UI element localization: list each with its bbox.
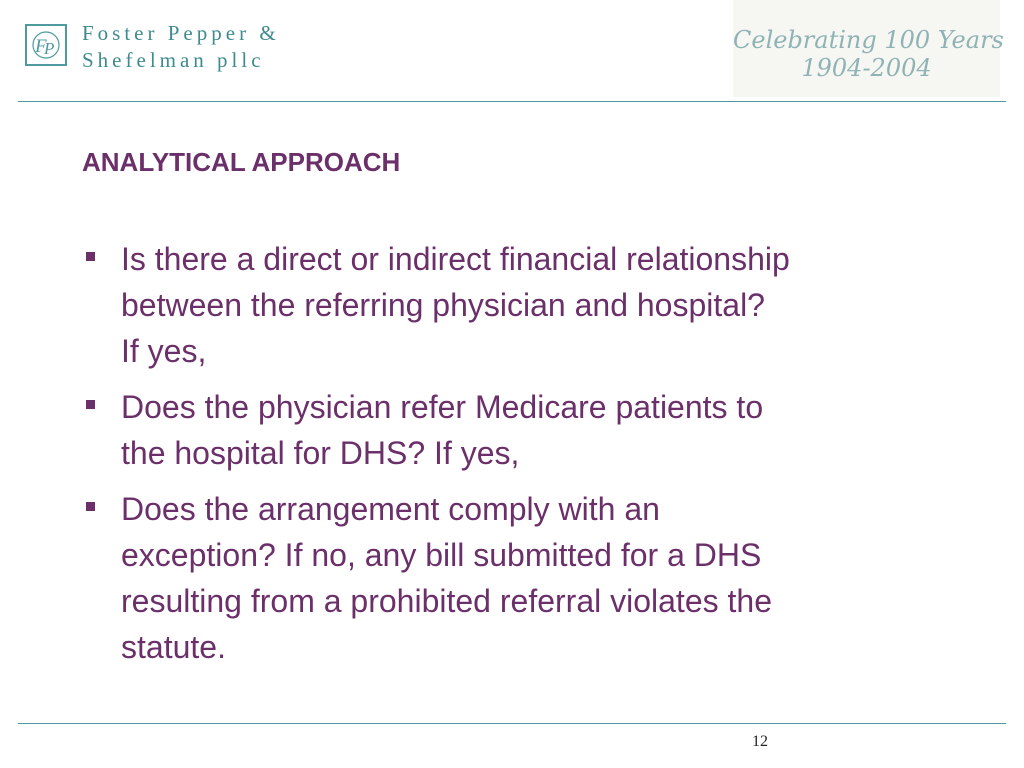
- bullet-item: [86, 486, 986, 670]
- bullet-item: [86, 236, 986, 374]
- bullet-line: Does the physician refer Medicare patients to: [121, 389, 764, 425]
- firm-name-line-2: Shefelman pllc: [82, 48, 265, 72]
- firm-logo-icon: [25, 24, 67, 66]
- bullet-line: between the referring physician and hospital?: [121, 287, 765, 323]
- svg-text:P: P: [44, 39, 55, 58]
- celebration-banner: [733, 0, 1004, 97]
- celebration-line-1: Celebrating 100 Years: [733, 26, 1004, 54]
- celebration-line-2: 1904-2004: [801, 54, 932, 82]
- bullet-line: the hospital for DHS? If yes,: [121, 435, 520, 471]
- bullet-line: Is there a direct or indirect financial relationship: [121, 241, 790, 277]
- bullet-line: statute.: [121, 629, 226, 665]
- page-number: 12: [752, 733, 768, 750]
- bullet-item: [86, 384, 986, 476]
- bullet-line: exception? If no, any bill submitted for a DHS: [121, 537, 762, 573]
- bullet-text: [121, 384, 986, 476]
- slide-title: ANALYTICAL APPROACH: [82, 147, 401, 177]
- bullet-list: [86, 236, 986, 680]
- bullet-text: [121, 486, 986, 670]
- bullet-line: resulting from a prohibited referral violates the: [121, 583, 772, 619]
- firm-name-line-1: Foster Pepper &: [82, 21, 280, 45]
- bullet-line: Does the arrangement comply with an: [121, 491, 660, 527]
- svg-text:F: F: [35, 36, 47, 57]
- firm-name: [82, 20, 280, 74]
- square-bullet-icon: [86, 502, 95, 511]
- square-bullet-icon: [86, 252, 95, 261]
- bullet-line: If yes,: [121, 333, 207, 369]
- square-bullet-icon: [86, 400, 95, 409]
- footer-divider: [18, 723, 1006, 724]
- header-divider: [18, 101, 1006, 102]
- bullet-text: [121, 236, 986, 374]
